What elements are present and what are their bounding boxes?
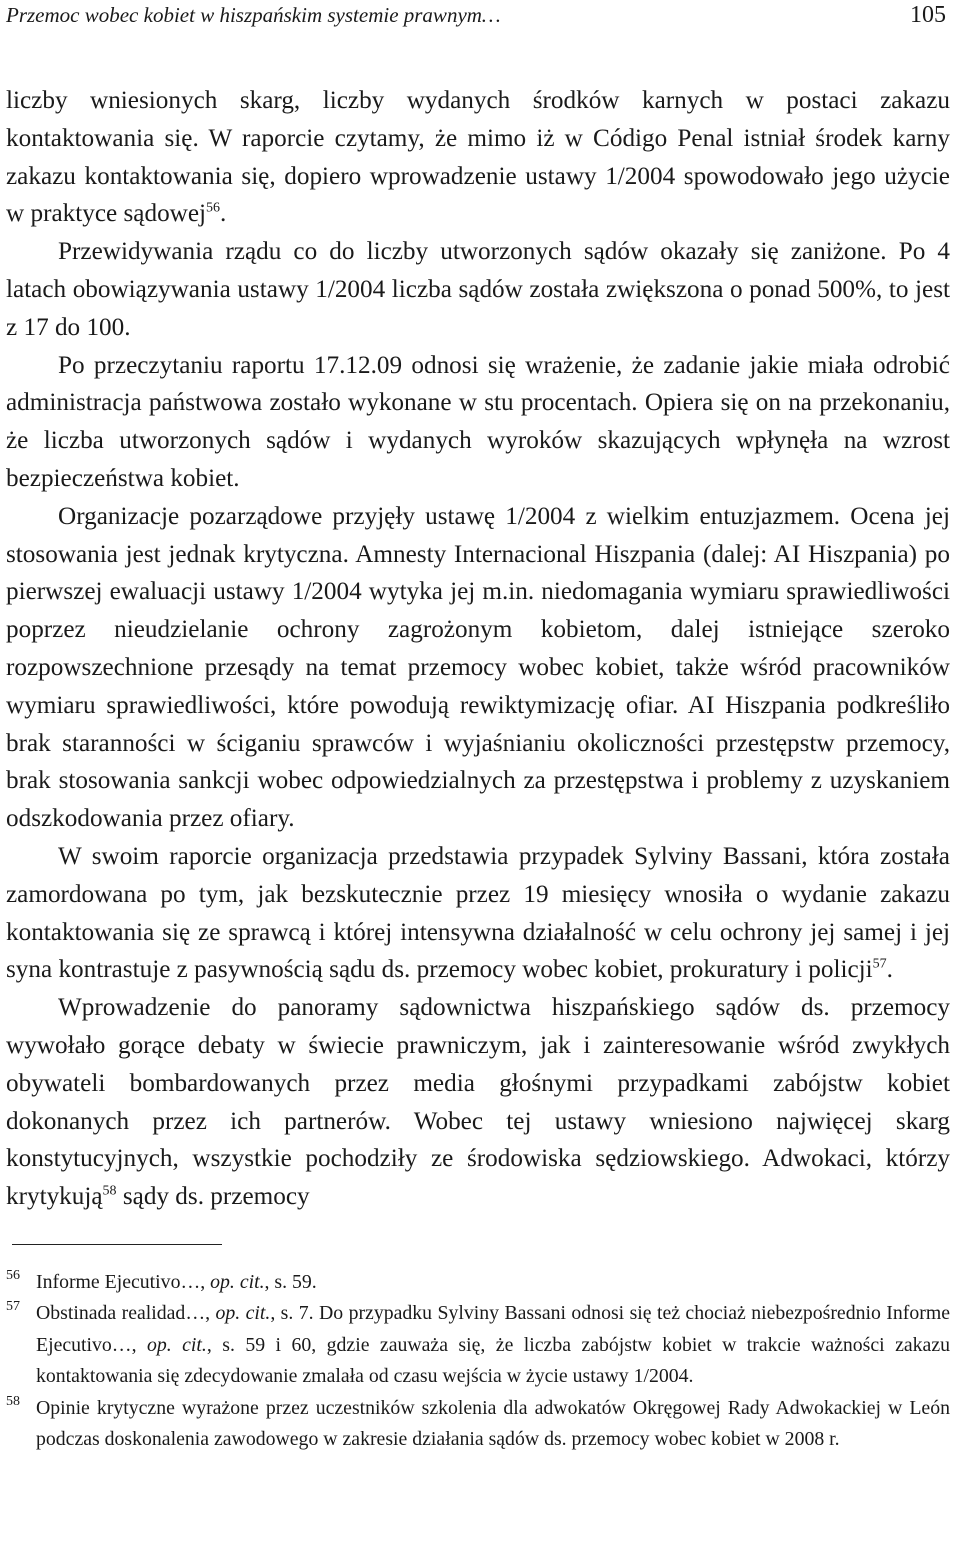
paragraph-1: liczby wniesionych skarg, liczby wydanych środków karnych w postaci zakazu kontaktowania się. W raporcie czytamy, że mimo iż w Código Penal istniał środek karny zakazu kontaktowania się, dopiero wprowadzenie ustawy 1/2004 spowodowało jego użycie w praktyce sądowej$^{56}$. <box>6 87 950 228</box>
main-text <box>6 82 950 1216</box>
footnote-ref-56[interactable]: 56 <box>206 201 221 216</box>
footnote-ref-58[interactable]: 58 <box>102 1183 117 1199</box>
footnote-text: Opinie krytyczne wyrażone przez uczestników szkolenia dla adwokatów Okręgowej Rady Adwokackiej w León podczas doskonalenia zawodowego w zakresie działania sądów ds. przemocy wobec kobiet w 2008 r. <box>36 1396 950 1451</box>
running-header <box>6 0 950 32</box>
footnote-text: Obstinada realidad…, op. cit., s. 7. Do przypadku Sylviny Bassani odnosi się też chociaż niebezpośrednio Informe Ejecutivo…, op. cit., s. 59 i 60, gdzie zauważa się, że liczba zabójstw kobiet w trakcie ważności zakazu kontaktowania się zdecydowanie zmalała od czasu wejścia w życie ustawy 1/2004. <box>36 1302 950 1388</box>
running-title: Przemoc wobec kobiet w hiszpańskim systemie prawnym… <box>6 3 501 27</box>
footnote-number: 57 <box>6 1299 20 1315</box>
paragraph-3: Po przeczytaniu raportu 17.12.09 odnosi się wrażenie, że zadanie jakie miała odrobić administracja państwowa zostało wykonane w stu procentach. Opiera się on na przekonaniu, że liczba utworzonych sądów i wydanych wyroków skazujących wpłynęła na wzrost bezpieczeństwa kobiet. <box>6 351 950 492</box>
footnote-number: 56 <box>6 1267 20 1283</box>
footnote-ref-57[interactable]: 57 <box>872 956 887 972</box>
page-number: 105 <box>910 2 946 28</box>
footnote-number: 58 <box>6 1393 20 1409</box>
paragraph-4: Organizacje pozarządowe przyjęły ustawę 1/2004 z wielkim entuzjazmem. Ocena jej stosowania jest jednak krytyczna. Amnesty Internacional Hiszpania (dalej: AI Hiszpania) po pierwszej ewaluacji ustawy 1/2004 wytyka jej m.in. niedomagania wymiaru sprawiedliwości poprzez nieudzielanie ochrony zagrożonym kobietom, dalej istniejące szeroko rozpowszechnione przesądy na temat przemocy wobec kobiet, także wśród pracowników wymiaru sprawiedliwości, które powodują rewiktymizację ofiar. AI Hiszpania podkreśliło brak staranności w ściganiu sprawców i wyjaśnianiu okoliczności przestępstw przemocy, brak stosowania sankcji wobec odpowiedzialnych za przestępstwa i problemy z uzyskaniem odszkodowania przez ofiary. <box>6 502 950 833</box>
footnote-56 <box>6 1267 950 1299</box>
footnote-separator <box>12 1244 222 1245</box>
footnote-57 <box>6 1298 950 1393</box>
footnotes <box>6 1267 950 1456</box>
footnote-58 <box>6 1393 950 1456</box>
paragraph-5: W swoim raporcie organizacja przedstawia przypadek Sylviny Bassani, która została zamordowana po tym, jak bezskutecznie przez 19 miesięcy wnosiła o wydanie zakazu kontaktowania się ze sprawcą i której intensywna działalność w celu ochrony jej samej i jej syna kontrastuje z pasywnością sądu ds. przemocy wobec kobiet, prokuratury i policji$^{57}$. <box>6 842 950 984</box>
footnote-text: Informe Ejecutivo…, op. cit., s. 59. <box>36 1270 317 1293</box>
paragraph-2: Przewidywania rządu co do liczby utworzonych sądów okazały się zaniżone. Po 4 latach obowiązywania ustawy 1/2004 liczba sądów została zwiększona o ponad 500%, to jest z 17 do 100. <box>6 238 950 341</box>
paragraph-6: Wprowadzenie do panoramy sądownictwa hiszpańskiego sądów ds. przemocy wywołało gorące debaty w świecie prawniczym, jak i zainteresowanie wśród zwykłych obywateli bombardowanych przez media głośnymi przypadkami zabójstw kobiet dokonanych przez ich partnerów. Wobec tej ustawy wniesiono najwięcej skarg konstytucyjnych, wszystkie pochodziły ze środowiska sędziowskiego. Adwokaci, którzy krytykują$^{58}$ sądy ds. przemocy <box>6 994 950 1211</box>
